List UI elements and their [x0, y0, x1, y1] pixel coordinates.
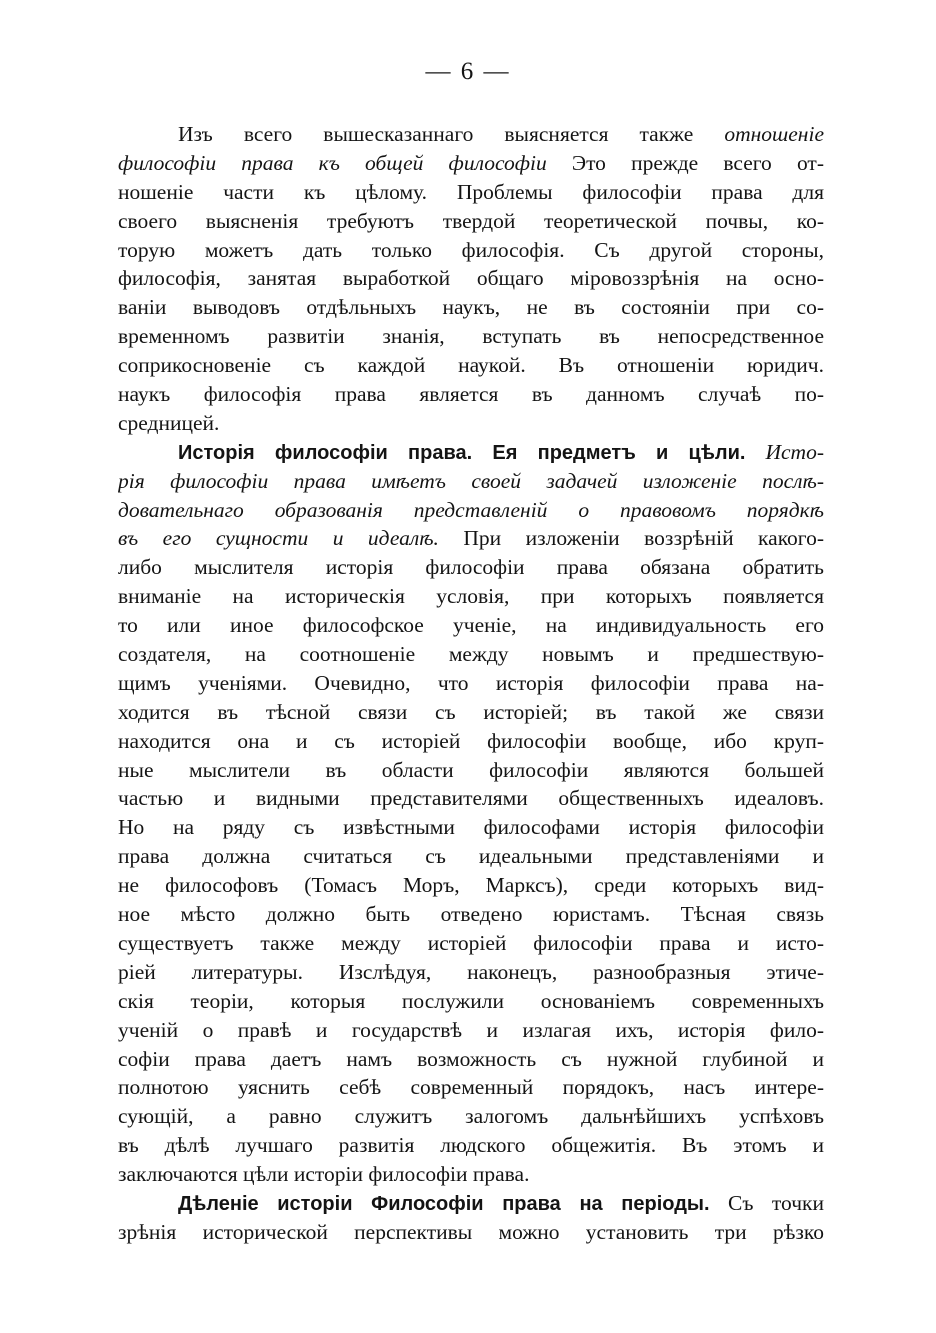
text-line [118, 842, 824, 871]
text-run: частью и видными представителями общественныхъ идеаловъ. [118, 786, 824, 811]
paragraph [118, 120, 824, 438]
text-run: создателя, на соотношеніе между новымъ и предшествую- [118, 642, 824, 667]
text-line [118, 264, 824, 293]
text-run: щимъ ученіями. Очевидно, что исторія философіи права на- [118, 670, 824, 695]
text-line [118, 582, 824, 611]
text-run: торую можетъ дать только философія. Съ другой стороны, [118, 237, 824, 262]
text-line [118, 207, 824, 236]
text-line [118, 929, 824, 958]
text-line [118, 784, 824, 813]
text-run: Это прежде всего от- [546, 150, 824, 175]
text-run: въ дѣлѣ лучшаго развитія людского общежитія. Въ этомъ и [118, 1133, 824, 1158]
text-line [118, 1160, 824, 1189]
text-line [118, 987, 824, 1016]
text-run: средницей. [118, 410, 220, 435]
text-line [118, 149, 824, 178]
text-line [118, 958, 824, 987]
text-run: ношеніе части къ цѣлому. Проблемы философіи права для [118, 179, 824, 204]
text-line [118, 1218, 824, 1247]
text-run: скія теоріи, которыя послужили основаніемъ современныхъ [118, 988, 824, 1013]
text-run: наукъ философія права является въ данномъ случаѣ по- [118, 382, 824, 407]
text-run: ріей литературы. Изслѣдуя, наконецъ, разнообразныя этиче- [118, 959, 824, 984]
text-run: соприкосновеніе съ каждой наукой. Въ отношеніи юридич. [118, 353, 824, 378]
text-line [118, 351, 824, 380]
text-run: Но на ряду съ извѣстными философами исторія философіи [118, 815, 824, 840]
text-run: то или иное философское ученіе, на индивидуальность его [118, 613, 824, 638]
text-line [118, 409, 824, 438]
text-line [118, 1131, 824, 1160]
italic-text: довательнаго образованія представленій о правовомъ порядкѣ [118, 497, 824, 522]
text-line [118, 467, 824, 496]
bold-heading: Дѣленіе исторіи Философіи права на періоды. [178, 1192, 710, 1215]
text-line [118, 293, 824, 322]
text-run: ваніи выводовъ отдѣльныхъ наукъ, не въ состояніи при со- [118, 295, 824, 320]
italic-text: философіи права къ общей философіи [118, 150, 547, 175]
text-run: ученій о правѣ и государствѣ и излагая ихъ, исторія фило- [118, 1017, 824, 1042]
text-line [118, 900, 824, 929]
text-run: При изложеніи воззрѣній какого- [438, 526, 824, 551]
text-line [118, 496, 824, 525]
text-line [118, 611, 824, 640]
text-run: не философовъ (Томасъ Моръ, Марксъ), среди которыхъ вид- [118, 873, 824, 898]
text-line [118, 1045, 824, 1074]
text-run: философія, занятая выработкой общаго міровоззрѣнія на осно- [118, 266, 824, 291]
text-run: софіи права даетъ намъ возможность съ нужной глубиной и [118, 1046, 824, 1071]
text-run: временномъ развитіи знанія, вступать въ непосредственное [118, 324, 824, 349]
text-line [118, 236, 824, 265]
text-line [118, 553, 824, 582]
text-run: Съ точки [709, 1190, 824, 1215]
text-line [118, 1073, 824, 1102]
bold-heading: Исторія философіи права. Ея предметъ и цѣли. [178, 441, 746, 464]
text-run: либо мыслителя исторія философіи права обязана обратить [118, 555, 824, 580]
text-line [118, 698, 824, 727]
text-line [118, 1189, 824, 1218]
text-line [118, 813, 824, 842]
text-line [118, 380, 824, 409]
text-line [118, 1016, 824, 1045]
text-run: ные мыслители въ области философіи являются большей [118, 757, 824, 782]
text-line [118, 322, 824, 351]
paragraph [118, 438, 824, 1189]
text-run: права должна считаться съ идеальными представленіями и [118, 844, 824, 869]
italic-text: въ его сущности и идеалѣ. [118, 526, 439, 551]
text-run: ходится въ тѣсной связи съ исторіей; въ такой же связи [118, 699, 824, 724]
text-run: ное мѣсто должно быть отведено юристамъ. Тѣсная связь [118, 902, 824, 927]
text-line [118, 640, 824, 669]
paragraph [118, 1189, 824, 1247]
text-run: сующій, а равно служитъ залогомъ дальнѣйшихъ успѣховъ [118, 1104, 824, 1129]
text-run: зрѣнія исторической перспективы можно установить три рѣзко [118, 1219, 824, 1244]
text-line [118, 120, 824, 149]
text-run: Изъ всего вышесказаннаго выясняется также [178, 122, 725, 146]
italic-text: рія философіи права имѣетъ своей задачей изложеніе послѣ- [118, 468, 824, 493]
page-number: — 6 — [425, 58, 511, 85]
body-text [118, 120, 824, 1247]
text-run: вниманіе на историческія условія, при которыхъ появляется [118, 584, 824, 609]
text-line [118, 438, 824, 467]
italic-text: Исто- [745, 439, 824, 464]
text-line [118, 871, 824, 900]
text-run: полнотою уяснить себѣ современный порядокъ, насъ интере- [118, 1075, 824, 1100]
text-run: существуетъ также между исторіей философіи права и исто- [118, 930, 824, 955]
text-line [118, 1102, 824, 1131]
text-line [118, 669, 824, 698]
text-run: находится она и съ исторіей философіи вообще, ибо круп- [118, 728, 824, 753]
text-line [118, 727, 824, 756]
text-run: заключаются цѣли исторіи философіи права. [118, 1162, 530, 1187]
text-run: своего выясненія требуютъ твердой теоретической почвы, ко- [118, 208, 824, 233]
italic-text: отношеніе [724, 122, 824, 146]
text-line [118, 524, 824, 553]
text-line [118, 756, 824, 785]
text-line [118, 178, 824, 207]
